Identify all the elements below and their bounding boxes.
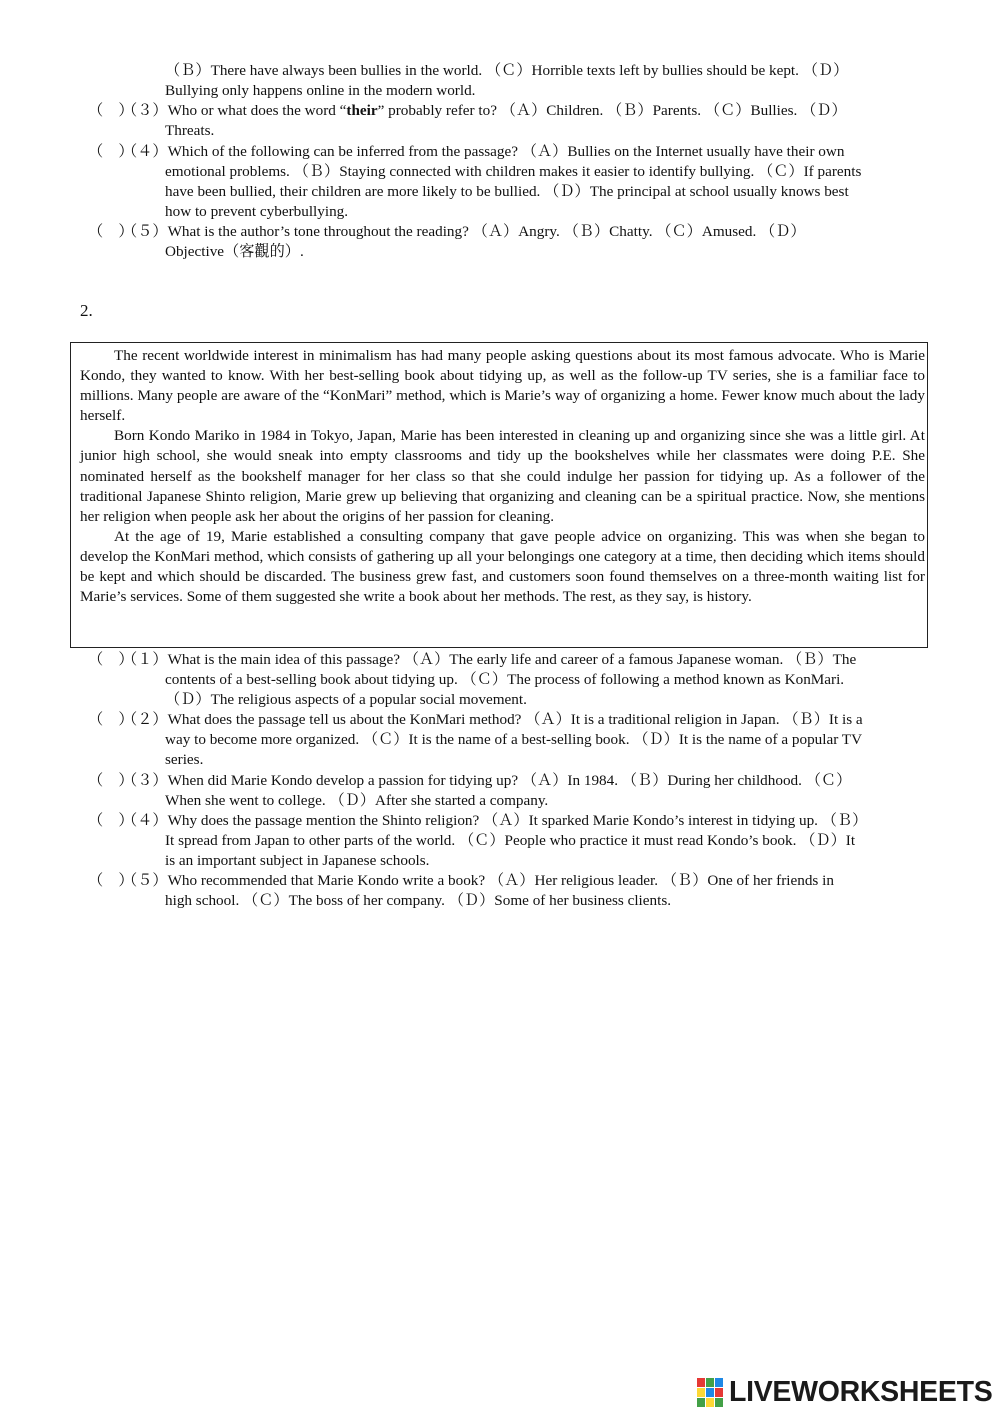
question-continuation: When she went to college. （Ｄ）After she started a company.: [165, 792, 549, 809]
prev-q2-option-line: Bullying only happens online in the modern world.: [165, 82, 476, 99]
question-number: （５）: [122, 223, 168, 240]
question-number: （３）: [122, 772, 168, 789]
answer-blank[interactable]: （ ）: [88, 143, 134, 160]
question-continuation: way to become more organized. （Ｃ）It is the name of a best-selling book. （Ｄ）It is the name of a popular TV: [165, 731, 863, 748]
question-text: ” probably refer to? （Ａ）Children. （Ｂ）Parents. （Ｃ）Bullies. （Ｄ）: [377, 102, 847, 119]
question-text: What is the author’s tone throughout the reading? （Ａ）Angry. （Ｂ）Chatty. （Ｃ）Amused. （Ｄ）: [167, 223, 806, 240]
prev-question-4: [88, 142, 844, 162]
question-continuation: high school. （Ｃ）The boss of her company. （Ｄ）Some of her business clients.: [165, 892, 672, 909]
question-5: [88, 871, 834, 891]
question-text: What does the passage tell us about the KonMari method? （Ａ）It is a traditional religion in Japan. （Ｂ）It is a: [167, 711, 863, 728]
question-number: （５）: [122, 872, 168, 889]
question-number: （２）: [122, 711, 168, 728]
answer-blank[interactable]: （ ）: [88, 711, 134, 728]
logo-text: LIVEWORKSHEETS: [729, 1376, 993, 1408]
question-text: Who recommended that Marie Kondo write a book? （Ａ）Her religious leader. （Ｂ）One of her friends in: [167, 872, 834, 889]
answer-blank[interactable]: （ ）: [88, 651, 134, 668]
liveworksheets-logo[interactable]: [697, 1377, 997, 1409]
question-continuation: （Ｄ）The religious aspects of a popular social movement.: [165, 691, 527, 708]
passage-paragraph: At the age of 19, Marie established a consulting company that gave people advice on organizing. This was when she began to develop the KonMari method, which consists of gathering up all your belongings one category at a time, then deciding which items should be kept and which should be discarded. The business grew fast, and customers soon found themselves on a three-month waiting list for Marie’s services. Some of them suggested she write a book about her methods. The rest, as they say, is history.: [80, 527, 925, 606]
question-number: （１）: [122, 651, 168, 668]
question-2: [88, 710, 863, 730]
question-number: （３）: [122, 102, 168, 119]
question-continuation: Objective（客觀的）.: [165, 243, 304, 260]
answer-blank[interactable]: （ ）: [88, 223, 134, 240]
passage-paragraph: Born Kondo Mariko in 1984 in Tokyo, Japan, Marie has been interested in cleaning up and organizing since she was a little girl. At junior high school, she would sneak into empty classrooms and tidy up the bookshelves while her classmates were doing P.E. She nominated herself as the bookshelf manager for her class so that she could indulge her passion for tidying up. As a follower of the traditional Japanese Shinto religion, Marie grew up believing that organizing and cleaning can be a spiritual practice. Now, she mentions her religion when people ask her about the origins of her passion for cleaning.: [80, 427, 925, 525]
question-1: [88, 650, 856, 670]
question-text: When did Marie Kondo develop a passion for tidying up? （Ａ）In 1984. （Ｂ）During her childhood. （Ｃ）: [167, 772, 852, 789]
answer-blank[interactable]: （ ）: [88, 812, 134, 829]
bold-word: their: [346, 102, 378, 119]
question-text: Why does the passage mention the Shinto religion? （Ａ）It sparked Marie Kondo’s interest in tidying up. （Ｂ）: [167, 812, 868, 829]
question-text: Who or what does the word “: [167, 102, 347, 119]
question-continuation: Threats.: [165, 122, 215, 139]
prev-question-3: [88, 101, 847, 121]
question-continuation: how to prevent cyberbullying.: [165, 203, 349, 220]
logo-icon: [697, 1378, 725, 1408]
prev-question-5: [88, 222, 806, 242]
passage-paragraph: The recent worldwide interest in minimalism has had many people asking questions about its most famous advocate. Who is Marie Kondo, they wanted to know. With her best-selling book about tidying up, as well as the follow-up TV series, she is a familiar face to millions. Many people are aware of the “KonMari” method, which is Marie’s way of organizing a home. Fewer know much about the lady herself.: [80, 347, 925, 425]
answer-blank[interactable]: （ ）: [88, 102, 134, 119]
question-continuation: It spread from Japan to other parts of the world. （Ｃ）People who practice it must read Kondo’s book. （Ｄ）It: [165, 832, 856, 849]
question-4: [88, 811, 867, 831]
question-continuation: emotional problems. （Ｂ）Staying connected with children makes it easier to identify bullying. （Ｃ）If parents: [165, 163, 862, 180]
reading-passage: [80, 346, 925, 607]
question-number: （４）: [122, 143, 168, 160]
question-text: Which of the following can be inferred from the passage? （Ａ）Bullies on the Internet usually have their own: [167, 143, 845, 160]
question-continuation: is an important subject in Japanese schools.: [165, 852, 430, 869]
question-continuation: have been bullied, their children are more likely to be bullied. （Ｄ）The principal at school usually knows best: [165, 183, 849, 200]
question-continuation: contents of a best-selling book about tidying up. （Ｃ）The process of following a method known as KonMari.: [165, 671, 845, 688]
question-3: [88, 771, 851, 791]
answer-blank[interactable]: （ ）: [88, 872, 134, 889]
section-number: 2.: [80, 301, 93, 320]
question-number: （４）: [122, 812, 168, 829]
question-text: What is the main idea of this passage? （Ａ）The early life and career of a famous Japanese woman. （Ｂ）The: [167, 651, 857, 668]
prev-q2-option-line: （Ｂ）There have always been bullies in the world. （Ｃ）Horrible texts left by bullies should be kept. （Ｄ）: [165, 62, 849, 79]
answer-blank[interactable]: （ ）: [88, 772, 134, 789]
question-continuation: series.: [165, 751, 204, 768]
